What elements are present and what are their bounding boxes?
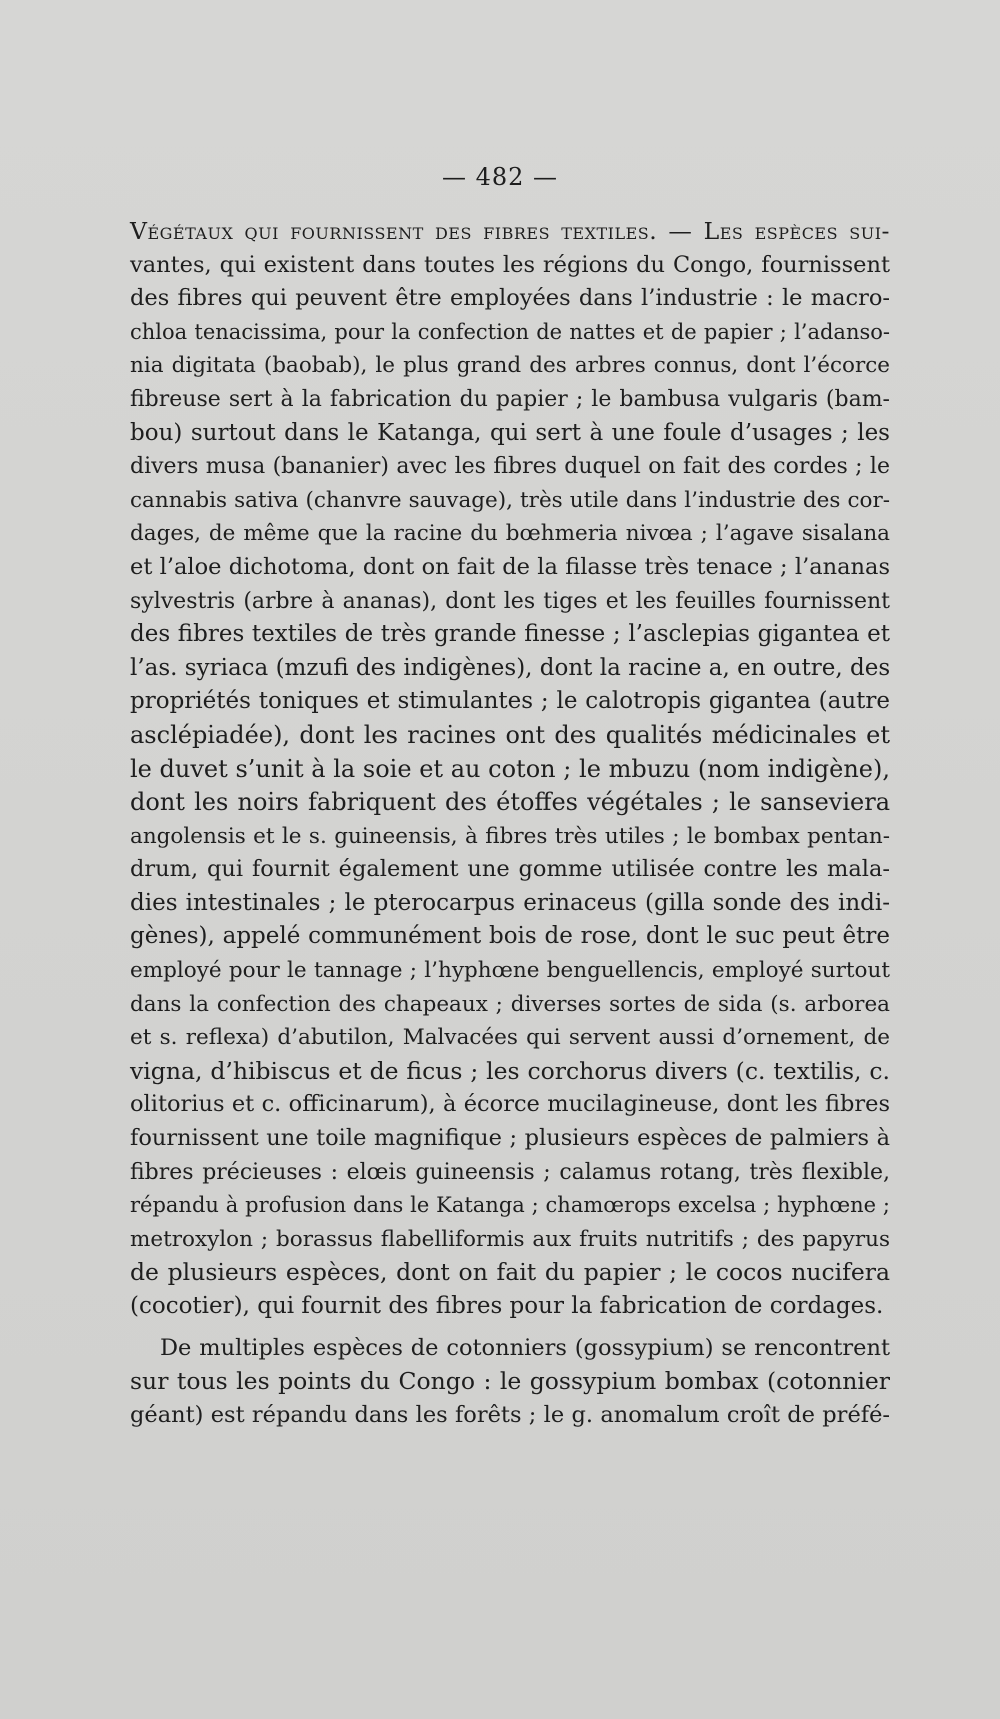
text-line: employé pour le tannage ; l’hyphœne benguellencis, employé surtout bbox=[130, 958, 890, 984]
text-line: angolensis et le s. guineensis, à fibres très utiles ; le bombax pentan- bbox=[130, 823, 890, 849]
text-line: metroxylon ; borassus flabelliformis aux fruits nutritifs ; des papyrus bbox=[130, 1226, 890, 1252]
text-line: bou) surtout dans le Katanga, qui sert à une foule d’usages ; les bbox=[130, 419, 890, 446]
text-line: cannabis sativa (chanvre sauvage), très utile dans l’industrie des cor- bbox=[130, 487, 890, 513]
text-line: vigna, d’hibiscus et de ficus ; les corchorus divers (c. textilis, c. bbox=[130, 1056, 890, 1085]
text-line: le duvet s’unit à la soie et au coton ; le mbuzu (nom indigène), bbox=[130, 754, 890, 783]
text-line: fournissent une toile magnifique ; plusieurs espèces de palmiers à bbox=[130, 1125, 890, 1152]
text-line: dont les noirs fabriquent des étoffes végétales ; le sanseviera bbox=[130, 788, 890, 817]
text-line: gènes), appelé communément bois de rose, dont le suc peut être bbox=[130, 923, 890, 950]
text-line: fibreuse sert à la fabrication du papier ; le bambusa vulgaris (bam- bbox=[130, 386, 890, 412]
page-number: — 482 — bbox=[441, 163, 559, 191]
text-line: dages, de même que la racine du bœhmeria nivœa ; l’agave sisalana bbox=[130, 521, 890, 547]
text-line: nia digitata (baobab), le plus grand des arbres connus, dont l’écorce bbox=[130, 353, 890, 379]
text-line: des fibres qui peuvent être employées dans l’industrie : le macro- bbox=[130, 285, 890, 312]
text-line: sylvestris (arbre à ananas), dont les tiges et les feuilles fournissent bbox=[130, 588, 890, 614]
paragraph-textile-plants bbox=[130, 215, 890, 1324]
text-line: l’as. syriaca (mzufi des indigènes), dont la racine a, en outre, des bbox=[130, 654, 891, 681]
text-line: de plusieurs espèces, dont on fait du papier ; le cocos nucifera bbox=[130, 1258, 890, 1287]
text-line: sur tous les points du Congo : le gossypium bombax (cotonnier bbox=[130, 1367, 890, 1396]
text-line: olitorius et c. officinarum), à écorce mucilagineuse, dont les fibres bbox=[130, 1091, 890, 1118]
paragraph-cotton bbox=[130, 1332, 890, 1433]
text-line: chloa tenacissima, pour la confection de nattes et de papier ; l’adanso- bbox=[130, 319, 890, 344]
body-text bbox=[130, 215, 890, 1440]
text-line: dans la confection des chapeaux ; diverses sortes de sida (s. arborea bbox=[130, 991, 890, 1017]
text-line: Végétaux qui fournissent des fibres textiles. — Les espèces sui- bbox=[130, 217, 890, 245]
text-line: asclépiadée), dont les racines ont des qualités médicinales et bbox=[130, 720, 890, 749]
text-line: De multiples espèces de cotonniers (gossypium) se rencontrent bbox=[160, 1334, 890, 1361]
text-line: divers musa (bananier) avec les fibres duquel on fait des cordes ; le bbox=[130, 454, 890, 480]
text-line: géant) est répandu dans les forêts ; le g. anomalum croît de préfé- bbox=[130, 1401, 890, 1428]
text-line: (cocotier), qui fournit des fibres pour la fabrication de cordages. bbox=[130, 1293, 884, 1319]
text-line: drum, qui fournit également une gomme utilisée contre les mala- bbox=[130, 856, 890, 883]
text-line: propriétés toniques et stimulantes ; le calotropis gigantea (autre bbox=[130, 688, 890, 715]
text-line: des fibres textiles de très grande finesse ; l’asclepias gigantea et bbox=[130, 621, 890, 648]
text-line: dies intestinales ; le pterocarpus erinaceus (gilla sonde des indi- bbox=[130, 889, 890, 916]
text-line: vantes, qui existent dans toutes les régions du Congo, fournissent bbox=[130, 251, 890, 278]
text-line: et s. reflexa) d’abutilon, Malvacées qui servent aussi d’ornement, de bbox=[130, 1025, 890, 1051]
text-line: répandu à profusion dans le Katanga ; chamœrops excelsa ; hyphœne ; bbox=[130, 1193, 890, 1218]
text-line: fibres précieuses : elœis guineensis ; calamus rotang, très flexible, bbox=[130, 1159, 890, 1185]
text-line: et l’aloe dichotoma, dont on fait de la filasse très tenace ; l’ananas bbox=[130, 553, 890, 580]
